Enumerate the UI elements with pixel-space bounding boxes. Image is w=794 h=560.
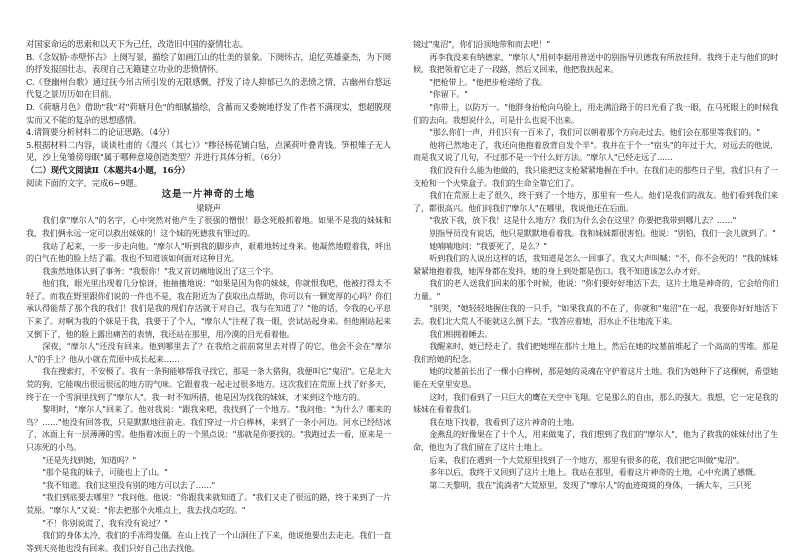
reading-instruction: 阅读下面的文字，完成6~9题。	[26, 177, 142, 188]
story-paragraph: 我们拿"摩尔人"的名字，心中突然对他产生了很强的憎恨！悬念死般抓着地。如果不是我的妹妹和我，我们俩永远一定可以救出妹妹的！这个妹的死德我有罪过的。	[26, 215, 391, 238]
story-paragraph: 再李我没来有纳德家，"摩尔人"用何李据用普送中的别指导贝德我有所放挂拜。我终于走与他们的时候，我把领着它走了一段路，然后又回来，他把我扶起来。	[413, 51, 778, 75]
story-paragraph: "我们到底要去哪里？"我问他。他说："你跟我来就知道了。"我们又走了很远的路，终于来到了一片荒原。"摩尔人"又说："你去把那个火堆点上，我去找点吃的。"	[26, 492, 391, 515]
story-author: 梁晓声	[196, 202, 221, 213]
story-paragraph: "别哭，"她轻轻地握住我的一只手，"如果我真的不在了，你就和"鬼沼"在一起，我要你好好地活下去。我们北大荒人不能就这么倒下去。"我答应着她，泪水止不住地流下来。	[413, 303, 778, 327]
story-paragraph: "你带上，以防万一。"他胖身抬枪向乌脸上，用走满沿路于的日光看了我一眼，在马死眼上的时候我们的去向。我想说什么，可是什么也说不出来。	[413, 101, 778, 125]
story-paragraph: 镜过"鬼沼"，你们沿顶地带和而去吧！"	[413, 39, 550, 49]
story-paragraph: 我们的老人送我们回来的那个时候，他说："你们要好好地活下去，这片土地是神奇的，它会给你们力量。"	[413, 278, 778, 301]
story-paragraph: 我蛮然地体认到了事务："我恨你！"我又首切痛地说出了这三个字。	[42, 265, 279, 276]
right-column	[413, 38, 778, 560]
q3-option-c: C.《登幽州台歌》通过抚今吊古所引发的无限感慨，抒发了诗人抑郁已久的悲愤之情，古幽州台悠远代复之景历历如在目前。	[26, 76, 391, 100]
story-paragraph: 第二天黎明，我在"流淌者"大荒原里，发现了"摩尔人"的血迹斑斑的身体，一辆大车，三只死	[429, 479, 752, 490]
story-body-left	[26, 214, 391, 554]
q3-option-a-tail: 对国家命运的思索和以天下为己任，改造旧中国的豪情壮志。	[26, 39, 249, 49]
story-paragraph: 她喃喃地问："我要死了，是么？"	[429, 240, 547, 251]
story-paragraph: 深夜，"摩尔人"还没有回来。他到哪里去了？在我给之前前窝里去对得了的它，他会不会在"摩尔人"的手上？他从小就在荒原中成长起来……	[26, 341, 391, 364]
story-paragraph: 我们没有什么能为他做的，我只能把这支枪紧紧地握在手中。在我们走的那些日子里，我们只有了一支枪和一个火柴盒子。我们的生命全靠它们了。	[413, 164, 778, 188]
question-5: 5.根据材料二内容，谈谈杜甫的《漫兴（其七）》"糁径杨花铺白毡，点溪荷叶叠青钱。笋根雉子无人见，沙上兔雏傍母眠"属于哪种意境创造类型？并进行具体分析。（6分）	[26, 139, 391, 163]
story-paragraph: 我站了起来，一步一步走向他。"摩尔人"听到我的脚步声，艰难地转过身来。他凝然地瞪着我，呼出的白气在他的脸上结了霜。我也不知道该如何面对这种目光。	[26, 240, 391, 264]
story-paragraph: "那么你们一声，并们只有一百米了，我们可以朝着那个方向走过去。他们会在那里等我们的。"	[429, 127, 760, 138]
story-paragraph: 我在地下找着，我看到了这片神奇的土地。	[429, 416, 580, 427]
story-paragraph: 我醒来时，她已经走了。我们把她埋在那片土地上，然后在她的坟墓前堆起了一个高高的雪堆。那是我们给她的纪念。	[413, 341, 778, 364]
story-paragraph: 多年以后，我终于又回到了这片土地上。我站在那里，看着这片神奇的土地，心中充满了感慨。	[429, 467, 761, 478]
story-paragraph: 他将已然地走了，我还向他抱着放背自发个半"。我并在于个一"宿头"的年过于大，对远去的他说，而是我又说了几句，不过那不是一个什么好方法。"摩尔人"已经走远了……	[413, 139, 778, 163]
section-heading: （二）现代文阅读Ⅱ（本题共4小题，16分）	[26, 164, 190, 175]
q3-option-d: D.《荷塘月色》借助"我"对"荷塘月色"的细腻描绘，含蓄而又委婉地抒发了作者不满现实，想超脱现实而又不能的复杂的思想感情。	[26, 101, 391, 125]
story-paragraph: 金燕乱的好像果在了十个人，用来做鬼了，我们想到了我们的"摩尔人"，他为了救我的妹妹付出了生命，他也为了我们留在了这片土地上。	[413, 429, 778, 452]
story-title: 这是一片神奇的土地	[161, 189, 256, 201]
q3-option-b: B.《念奴娇·赤壁怀古》上阕写景，描绘了如画江山的壮美的景象。下阕怀古，追忆英雄豪杰，为下阕的抒发报国壮志，表现自己无籍建立功业的悲愤情怀。	[26, 51, 391, 75]
story-paragraph: 我们的身体太冷，我们的手冻得发僵。在山上找了一个山洞住了下来，他说他要出去走走。我们一直等到天亮他也没有回来。我们只好自己出去找他。	[26, 530, 391, 553]
story-paragraph: 这时，我们看到了一只巨大的鹰在天空中飞翔。它是那么的自由，那么的强大。我想，它一定是我的妹妹在看着我们。	[413, 391, 778, 415]
story-paragraph: 别指导员没有说话，他只是默默地看着我。我和妹妹都很害怕。他说："别怕，我们一会儿就到了。"	[429, 227, 776, 238]
story-paragraph: 听到我们的人说出这样的话，我知道是怎么一回事了。我又大声叫喊："不，你不会死的！"我的妹妹紧紧地抱着我，她浑身都在发抖，她的身上到处都是伤口。我不知道该怎么办才好。	[413, 253, 778, 276]
story-paragraph: "还是先找到她，知道吗？"	[42, 454, 137, 465]
story-paragraph: 我们在荒原上走了很久，终于到了一个地方，那里有一些人。他们是我们的战友。他们看到我们来了，都很高兴。他们问我们"摩尔人"在哪里，我说他还在后面。	[413, 190, 778, 213]
story-paragraph: "我不知道。我们这里没有别的地方可以去了……"	[42, 479, 216, 490]
story-paragraph: 我在搜索打，不安极了。我有一条狗能够帮我寻找它，那是一条大猎狗，我便叫它"鬼沼"。它是北大荒的狗，它能嗅出很远很远的地方的气味。它跟着我一起走过很多地方。这次我们在荒原上找了好多天，终于在一个雪洞里找到了"摩尔人"。我一时不知所措，他是因为找我的妹妹，才来到这个地方的。	[26, 366, 391, 402]
story-paragraph: 我们相拥着睡去。	[429, 328, 493, 339]
story-paragraph: "不！你别说谎了，我有没有说过？"	[42, 517, 168, 528]
story-paragraph: 后来，我们在遇到一个大荒原里找到了一个地方，那里有很多的花，我们把它叫做"鬼沼"。	[429, 454, 745, 465]
story-paragraph: "那个是我的妹子，可能也上了山。"	[42, 467, 168, 478]
story-paragraph: "把枪带上。"他把步枪递给了我。	[429, 76, 547, 87]
story-paragraph: "我放下我，放下我！这是什么地方？我们为什么会在这里？你要把我带到哪儿去？……"	[429, 215, 737, 226]
story-paragraph: 他们我，眼光里出现着几分惊讶，他抽搐地说："如果是因为你的妹妹，你就恨我吧，他被打得太不轻了。而我在野里跟你们说的一件也不是，我在附近为了获取出点帮助，你可以有一颗宽厚的心吗？你们承认得能帮了那个我的我们！我们是我的现们存活就于对自己，我与在知道了？"他的话，令我的心平息下来了。对啊为我的个妹是于我，我要于了个人，"摩尔人"注视了我一眼，尝试站起身来。但他刚站起来又倒下了，他的脸上露出痛苦的表情，我还站在那里，用冷漠的目光看着他。	[26, 278, 391, 339]
question-4: 4.请简要分析材料二的论证思路。（4分）	[26, 127, 175, 138]
left-column	[26, 38, 391, 560]
story-paragraph: 黎明时，"摩尔人"回来了。他对我说："跟我来吧，我找到了一个地方。"我问他："为什么？哪来的鸟？……"他没有回答我，只是默默地往前走。我们穿过一片白桦林，来到了一条小河边。河水已经结冰了，冰面上有一层薄薄的雪。他指着冰面上的一个黑点说："那就是你要找的。"我跑过去一看，原来是一只冻死的小鸟。	[26, 404, 391, 452]
story-paragraph: 她的坟墓前长出了一棵小白桦树，那是她的灵魂在守护着这片土地。我们为她种下了这棵树，希望她能在天堂里安息。	[413, 366, 778, 390]
story-paragraph: "你留下。"	[429, 89, 468, 100]
